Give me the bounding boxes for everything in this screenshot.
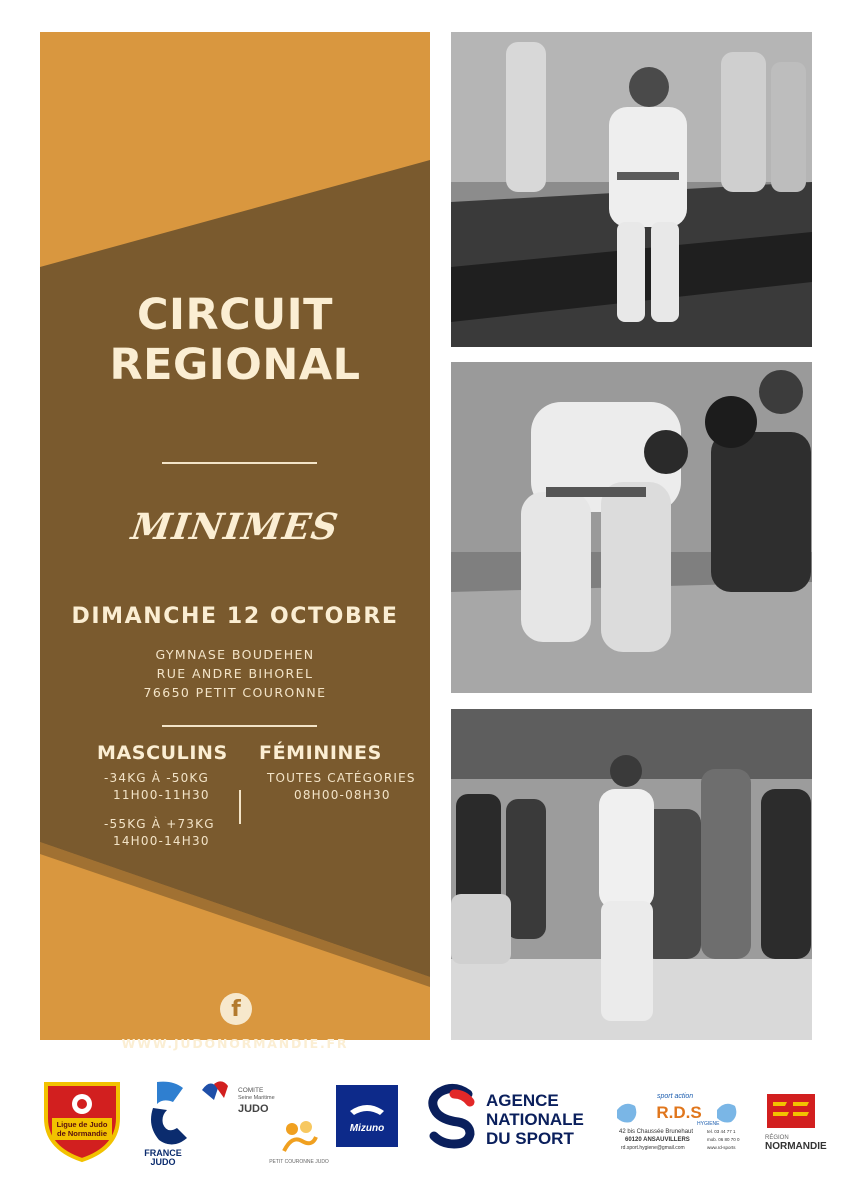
comite-text-2: Seine Maritime: [238, 1095, 275, 1101]
website-link[interactable]: WWW.JUDONORMANDIE.FR: [121, 1036, 349, 1051]
region-text-2: NORMANDIE: [765, 1141, 827, 1152]
mizuno-text: Mizuno: [349, 1123, 385, 1134]
divider-bottom: [162, 725, 317, 727]
france-judo-logo: [143, 1078, 199, 1167]
rds-hygiene-logo: [613, 1090, 745, 1156]
feminines-heading: FÉMININES: [259, 742, 382, 764]
ligue-text-1: Ligue de Judo: [56, 1120, 108, 1129]
rds-web: www.rd-sports: [707, 1145, 736, 1150]
subtitle-category: MINIMES: [128, 506, 342, 548]
facebook-icon[interactable]: f: [220, 993, 252, 1025]
address-venue: GYMNASE BOUDEHEN: [155, 647, 315, 662]
rds-name: R.D.S: [656, 1103, 702, 1122]
feminines-time: 08H00-08H30: [294, 788, 391, 802]
rds-mob: mob. 06 80 70 0: [707, 1137, 740, 1142]
ligue-normandie-logo: [36, 1078, 128, 1162]
masculins-weights-2: -55KG À +73KG: [104, 817, 215, 831]
comite-seine-maritime-logo: [200, 1078, 276, 1118]
rds-addr-2: 60120 ANSAUVILLERS: [625, 1137, 690, 1143]
photo-young-judoka-standing: [451, 32, 812, 347]
rds-tel: tel. 03 44 77 1: [707, 1129, 736, 1134]
mizuno-logo: [336, 1085, 398, 1147]
title-line-2: REGIONAL: [109, 340, 361, 390]
column-separator: [239, 790, 241, 824]
ans-text-1: AGENCE: [486, 1091, 559, 1110]
region-text-1: RÉGION: [765, 1135, 789, 1141]
feminines-weights: TOUTES CATÉGORIES: [267, 771, 416, 785]
event-panel: [40, 32, 430, 1051]
masculins-weights-1: -34KG À -50KG: [104, 771, 209, 785]
rds-top: sport action: [657, 1093, 694, 1100]
petit-couronne-judo-logo: [269, 1115, 329, 1167]
address-street: RUE ANDRE BIHOREL: [156, 666, 314, 681]
masculins-time-1: 11H00-11H30: [113, 788, 210, 802]
france-judo-text-2: JUDO: [150, 1157, 176, 1167]
photo-female-judoka: [451, 709, 812, 1040]
event-date: DIMANCHE 12 OCTOBRE: [71, 604, 399, 629]
petit-couronne-text: PETIT COURONNE JUDO: [269, 1159, 329, 1165]
masculins-time-2: 14H00-14H30: [113, 834, 210, 848]
ans-text-2: NATIONALE: [486, 1110, 584, 1129]
address-city: 76650 PETIT COURONNE: [143, 685, 327, 700]
ligue-text-2: de Normandie: [56, 1129, 108, 1138]
rds-email: rd.sport.hygiene@gmail.com: [621, 1145, 685, 1151]
comite-text-3: JUDO: [238, 1103, 269, 1115]
comite-text-1: COMITE: [238, 1087, 264, 1094]
divider-top: [162, 462, 317, 464]
rds-addr-1: 42 bis Chaussée Brunehaut: [619, 1129, 694, 1135]
title-line-1: CIRCUIT: [137, 290, 333, 340]
region-normandie-logo: [757, 1092, 827, 1154]
photo-judo-throw: [451, 362, 812, 693]
france-judo-text-1: FRANCE: [144, 1148, 182, 1158]
panel-dark-band: [40, 160, 430, 977]
sponsor-logos: [0, 1070, 848, 1170]
masculins-heading: MASCULINS: [97, 742, 228, 764]
agence-nationale-sport-logo: [424, 1082, 604, 1152]
ans-text-3: DU SPORT: [486, 1129, 574, 1148]
rds-sub: HYGIENE: [697, 1121, 720, 1127]
